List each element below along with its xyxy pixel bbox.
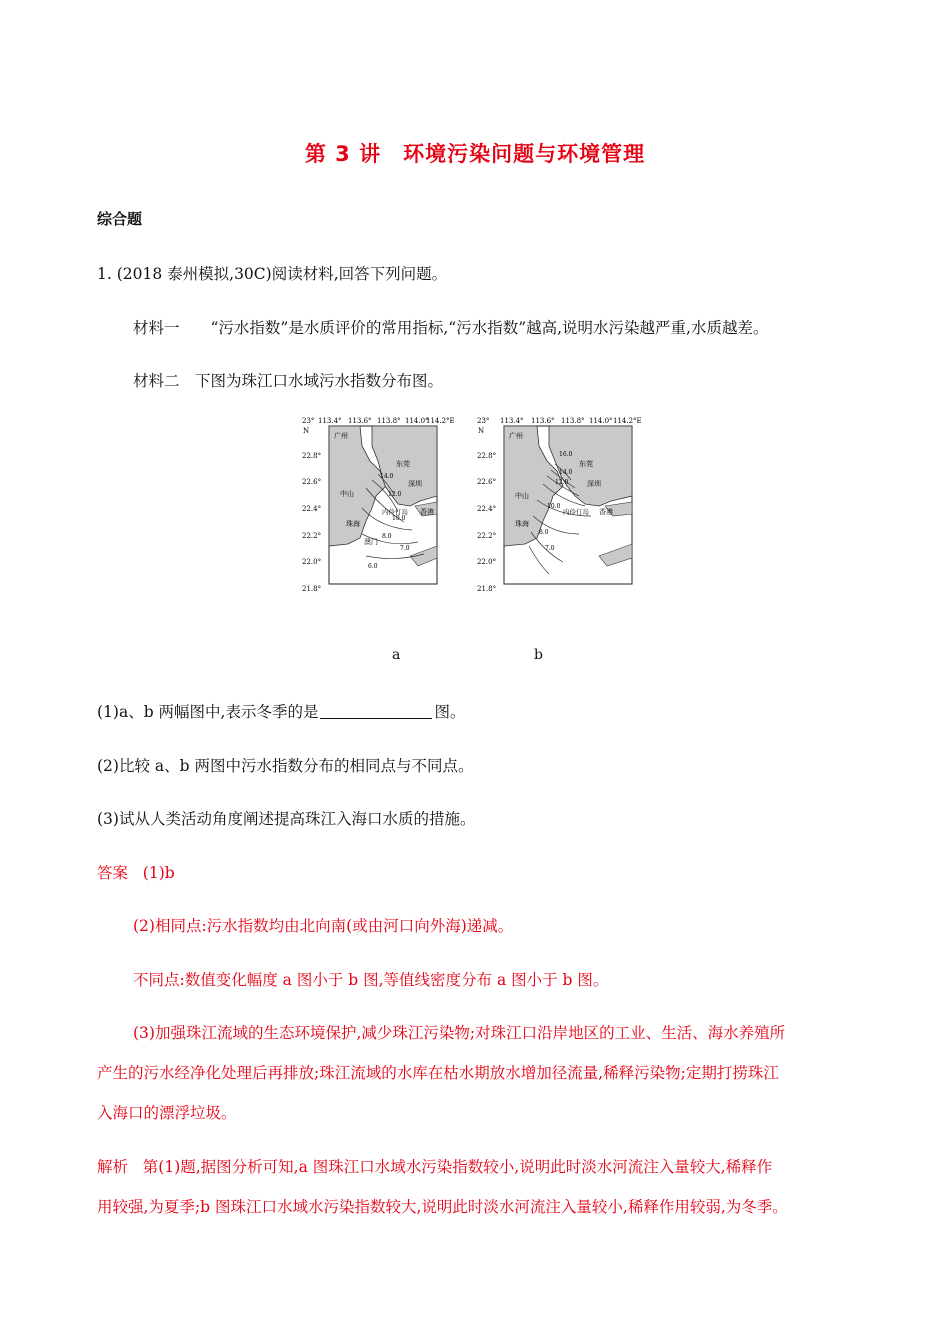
lon-label: 113.4° — [318, 417, 342, 425]
lat-label: 22.0° — [302, 558, 322, 566]
place-label: 广州 — [334, 432, 348, 440]
place-label: 香港 — [420, 508, 434, 516]
caption-b: b — [534, 647, 543, 663]
lat-label: 22.6° — [302, 478, 322, 486]
lat-label: 23° — [302, 417, 315, 425]
sub-question-2: (2)比较 a、b 两图中污水指数分布的相同点与不同点。 — [97, 757, 474, 775]
lat-label: 22.6° — [477, 478, 497, 486]
place-label: 香港 — [599, 508, 613, 516]
lat-label: 22.4° — [302, 505, 322, 513]
place-label: 澳门 — [364, 538, 378, 546]
lon-label: 114.0° — [405, 417, 429, 425]
material-two: 材料二 下图为珠江口水域污水指数分布图。 — [133, 372, 444, 390]
section-heading: 综合题 — [97, 210, 143, 228]
lon-label: 114.2°E — [426, 417, 455, 425]
answer-3-line-3: 入海口的漂浮垃圾。 — [97, 1104, 237, 1122]
question-intro: 1. (2018 泰州模拟,30C)阅读材料,回答下列问题。 — [97, 265, 448, 283]
place-label: 东莞 — [396, 460, 410, 468]
lon-label: 113.6° — [348, 417, 372, 425]
answer-2-same: (2)相同点:污水指数均由北向南(或由河口向外海)递减。 — [133, 917, 514, 935]
answer-3-line-2: 产生的污水经净化处理后再排放;珠江流域的水库在枯水期放水增加径流量,稀释污染物;定期打捞珠江 — [97, 1064, 779, 1082]
sub-question-1 — [97, 700, 466, 722]
map-a — [300, 416, 455, 596]
contour-label: 12.0 — [388, 491, 402, 498]
place-label: 中山 — [515, 492, 529, 500]
contour-label: 6.0 — [368, 563, 378, 570]
lat-label: 21.8° — [302, 585, 322, 593]
lat-label: 22.0° — [477, 558, 497, 566]
place-label: 深圳 — [408, 480, 422, 488]
caption-a: a — [392, 647, 401, 663]
page-title: 第 3 讲 环境污染问题与环境管理 — [304, 142, 646, 166]
place-label: 内伶仃岛 — [382, 508, 408, 516]
lat-label: 22.2° — [477, 532, 497, 540]
contour-label: 14.0 — [559, 469, 573, 476]
contour-label: 10.0 — [547, 503, 561, 510]
analysis-line-1 — [97, 1155, 772, 1177]
lat-label: 22.4° — [477, 505, 497, 513]
answer-1: (1)b — [142, 864, 175, 882]
lat-label: 21.8° — [477, 585, 497, 593]
material-one: 材料一 “污水指数”是水质评价的常用指标,“污水指数”越高,说明水污染越严重,水质越差。 — [133, 319, 769, 337]
lat-label: 23° — [477, 417, 490, 425]
lon-label: 113.8° — [377, 417, 401, 425]
place-label: 中山 — [340, 490, 354, 498]
lon-label: 113.6° — [531, 417, 555, 425]
sub-question-1-suffix: 图。 — [434, 703, 466, 721]
contour-label: 16.0 — [559, 451, 573, 458]
analysis-label: 解析 — [97, 1158, 129, 1176]
lon-label: 114.2°E — [613, 417, 642, 425]
lat-label: N — [478, 427, 485, 435]
place-label: 珠海 — [346, 520, 360, 528]
lat-label: N — [303, 427, 310, 435]
lat-label: 22.8° — [302, 452, 322, 460]
contour-label: 12.0 — [555, 479, 569, 486]
analysis-text-1: 第(1)题,据图分析可知,a 图珠江口水域水污染指数较小,说明此时淡水河流注入量较大,稀释作 — [142, 1158, 773, 1176]
contour-label: 7.0 — [400, 545, 410, 552]
lat-label: 22.8° — [477, 452, 497, 460]
answer-blank — [320, 704, 432, 719]
answer-2-diff: 不同点:数值变化幅度 a 图小于 b 图,等值线密度分布 a 图小于 b 图。 — [133, 971, 609, 989]
sub-question-1-text: (1)a、b 两幅图中,表示冬季的是 — [97, 703, 319, 721]
place-label: 珠海 — [515, 520, 529, 528]
analysis-line-2: 用较强,为夏季;b 图珠江口水域水污染指数较大,说明此时淡水河流注入量较小,稀释作用较弱,为冬季。 — [97, 1198, 788, 1216]
answer-label: 答案 — [97, 864, 129, 882]
lon-label: 113.8° — [561, 417, 585, 425]
lon-label: 114.0° — [589, 417, 613, 425]
place-label: 深圳 — [587, 480, 601, 488]
contour-label: 14.0 — [380, 473, 394, 480]
answer-3-line-1: (3)加强珠江流域的生态环境保护,减少珠江污染物;对珠江口沿岸地区的工业、生活、海水养殖所 — [133, 1024, 786, 1042]
lon-label: 113.4° — [500, 417, 524, 425]
contour-label: 7.0 — [545, 545, 555, 552]
place-label: 广州 — [509, 432, 523, 440]
sub-question-3: (3)试从人类活动角度阐述提高珠江入海口水质的措施。 — [97, 810, 476, 828]
contour-label: 8.0 — [382, 533, 392, 540]
contour-label: 8.0 — [539, 529, 549, 536]
answer-line-1 — [97, 861, 175, 883]
map-b — [475, 416, 640, 596]
place-label: 东莞 — [579, 460, 593, 468]
lat-label: 22.2° — [302, 532, 322, 540]
place-label: 内伶仃岛 — [563, 508, 589, 516]
contour-label: 10.0 — [392, 515, 406, 522]
